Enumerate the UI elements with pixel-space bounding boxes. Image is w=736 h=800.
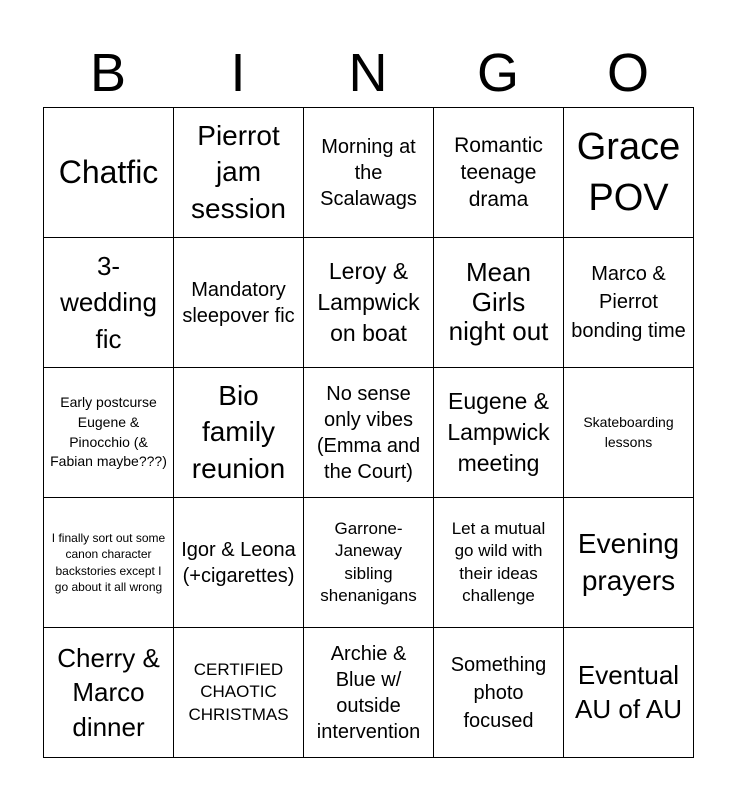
- cell-text: CERTIFIED CHAOTIC CHRISTMAS: [188, 659, 289, 724]
- bingo-cell[interactable]: [434, 628, 564, 758]
- bingo-cell[interactable]: [434, 108, 564, 238]
- bingo-grid: [43, 107, 694, 758]
- cell-text: Eugene & Lampwick meeting: [447, 387, 550, 477]
- bingo-cell[interactable]: [44, 368, 174, 498]
- bingo-cell[interactable]: [174, 368, 304, 498]
- bingo-cell[interactable]: [44, 498, 174, 628]
- cell-text: Mandatory sleepover fic: [182, 278, 295, 327]
- bingo-cell[interactable]: [564, 498, 694, 628]
- cell-text: Archie & Blue w/ outside intervention: [316, 642, 421, 743]
- cell-text: Romantic teenage drama: [454, 133, 543, 212]
- bingo-cell[interactable]: [564, 368, 694, 498]
- bingo-cell[interactable]: [304, 368, 434, 498]
- cell-text: Morning at the Scalawags: [320, 135, 417, 210]
- bingo-cell[interactable]: [434, 368, 564, 498]
- bingo-cell[interactable]: [44, 628, 174, 758]
- cell-text: Mean Girls night out: [448, 256, 549, 347]
- cell-text: Let a mutual go wild with their ideas challenge: [451, 518, 546, 605]
- bingo-cell[interactable]: [304, 498, 434, 628]
- cell-text: I finally sort out some canon character backstories except I go about it all wrong: [51, 531, 166, 594]
- cell-text: Chatfic: [58, 153, 159, 190]
- header-letter-b: B: [89, 43, 127, 103]
- cell-text: Early postcurse Eugene & Pinocchio (& Fabian maybe???): [50, 394, 167, 470]
- cell-text: Cherry & Marco dinner: [57, 642, 160, 742]
- bingo-cell[interactable]: [174, 498, 304, 628]
- cell-text: Igor & Leona (+cigarettes): [181, 538, 296, 587]
- cell-text: Skateboarding lessons: [583, 413, 674, 450]
- header-letter-n: N: [348, 43, 388, 103]
- cell-text: Garrone-Janeway sibling shenanigans: [320, 518, 417, 605]
- cell-text: 3-wedding fic: [60, 250, 157, 354]
- header-letter-o: O: [606, 43, 649, 103]
- bingo-cell[interactable]: [304, 628, 434, 758]
- bingo-cell[interactable]: [434, 498, 564, 628]
- bingo-cell[interactable]: [44, 238, 174, 368]
- header-letter-i: I: [230, 43, 246, 103]
- bingo-cell[interactable]: [174, 628, 304, 758]
- bingo-cell[interactable]: [174, 108, 304, 238]
- cell-text: Evening prayers: [577, 528, 680, 596]
- bingo-cell[interactable]: [434, 238, 564, 368]
- cell-text: Pierrot jam session: [191, 119, 286, 224]
- header-letter-g: G: [476, 43, 519, 103]
- cell-text: No sense only vibes (Emma and the Court): [316, 382, 421, 483]
- bingo-cell[interactable]: [304, 238, 434, 368]
- cell-text: Bio family reunion: [191, 379, 286, 484]
- cell-text: Eventual AU of AU: [575, 659, 682, 724]
- bingo-cell[interactable]: [564, 238, 694, 368]
- bingo-cell[interactable]: [304, 108, 434, 238]
- bingo-cell[interactable]: [564, 108, 694, 238]
- bingo-cell[interactable]: [44, 108, 174, 238]
- cell-text: Grace POV: [576, 126, 681, 219]
- bingo-cell[interactable]: [564, 628, 694, 758]
- bingo-cell[interactable]: [174, 238, 304, 368]
- cell-text: Marco & Pierrot bonding time: [571, 262, 686, 342]
- cell-text: Leroy & Lampwick on boat: [317, 257, 420, 347]
- cell-text: Something photo focused: [450, 653, 547, 732]
- bingo-header: [43, 40, 693, 106]
